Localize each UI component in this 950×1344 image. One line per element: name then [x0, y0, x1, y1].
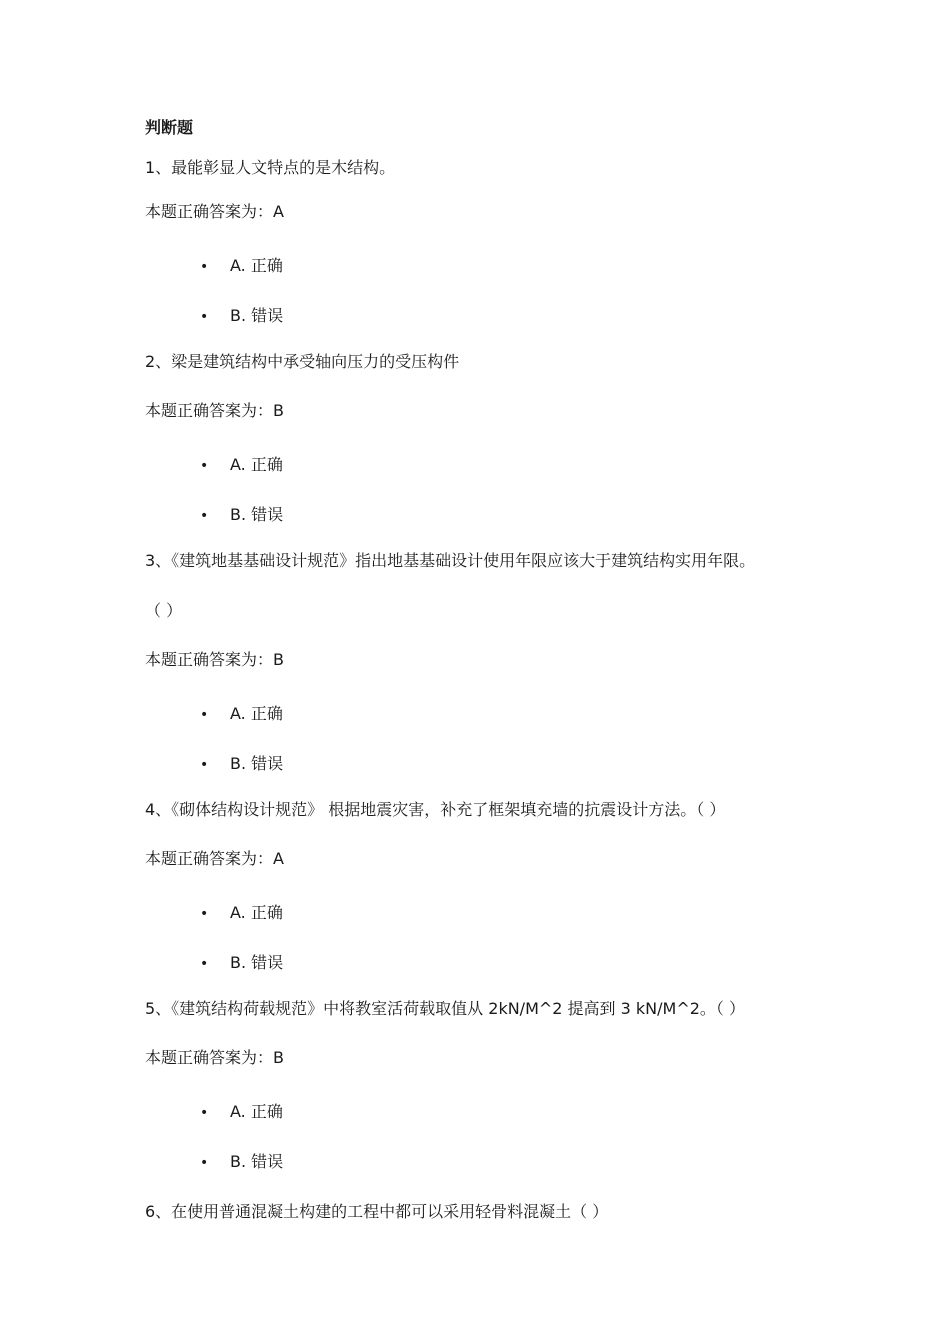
question-4-answer: 本题正确答案为：A	[145, 849, 284, 868]
question-3-option-a	[200, 704, 283, 725]
question-5-text: 5、《建筑结构荷载规范》中将教室活荷载取值从 2kN/M^2 提高到 3 kN/M^2。（ ）	[145, 999, 746, 1018]
question-2-answer: 本题正确答案为：B	[145, 401, 284, 420]
question-4-text: 4、《砌体结构设计规范》 根据地震灾害，补充了框架填充墙的抗震设计方法。（ ）	[145, 800, 726, 819]
bullet-icon: •	[200, 757, 209, 773]
question-1-text: 1、最能彰显人文特点的是木结构。	[145, 158, 396, 177]
question-2-text: 2、梁是建筑结构中承受轴向压力的受压构件	[145, 352, 460, 371]
question-2-option-a	[200, 455, 283, 476]
question-1-option-a	[200, 256, 283, 277]
question-3-text-cont: （ ）	[145, 601, 183, 620]
option-label: B. 错误	[230, 754, 284, 773]
question-1-answer: 本题正确答案为：A	[145, 202, 284, 221]
option-label: B. 错误	[230, 505, 284, 524]
bullet-icon: •	[200, 309, 209, 325]
option-label: A. 正确	[230, 704, 283, 723]
question-3-text: 3、《建筑地基基础设计规范》指出地基基础设计使用年限应该大于建筑结构实用年限。	[145, 551, 756, 570]
question-6-text: 6、在使用普通混凝土构建的工程中都可以采用轻骨料混凝土（ ）	[145, 1202, 609, 1221]
question-4-option-b	[200, 953, 283, 974]
question-5-option-b	[200, 1152, 283, 1173]
bullet-icon: •	[200, 707, 209, 723]
question-1-option-b	[200, 306, 283, 327]
section-title: 判断题	[145, 118, 194, 137]
question-3-answer: 本题正确答案为：B	[145, 650, 284, 669]
option-label: A. 正确	[230, 256, 283, 275]
bullet-icon: •	[200, 259, 209, 275]
bullet-icon: •	[200, 458, 209, 474]
bullet-icon: •	[200, 508, 209, 524]
option-label: A. 正确	[230, 903, 283, 922]
bullet-icon: •	[200, 1105, 209, 1121]
option-label: B. 错误	[230, 953, 284, 972]
option-label: B. 错误	[230, 306, 284, 325]
option-label: B. 错误	[230, 1152, 284, 1171]
bullet-icon: •	[200, 1155, 209, 1171]
question-5-answer: 本题正确答案为：B	[145, 1048, 284, 1067]
option-label: A. 正确	[230, 1102, 283, 1121]
bullet-icon: •	[200, 956, 209, 972]
bullet-icon: •	[200, 906, 209, 922]
question-4-option-a	[200, 903, 283, 924]
question-3-option-b	[200, 754, 283, 775]
question-2-option-b	[200, 505, 283, 526]
question-5-option-a	[200, 1102, 283, 1123]
option-label: A. 正确	[230, 455, 283, 474]
